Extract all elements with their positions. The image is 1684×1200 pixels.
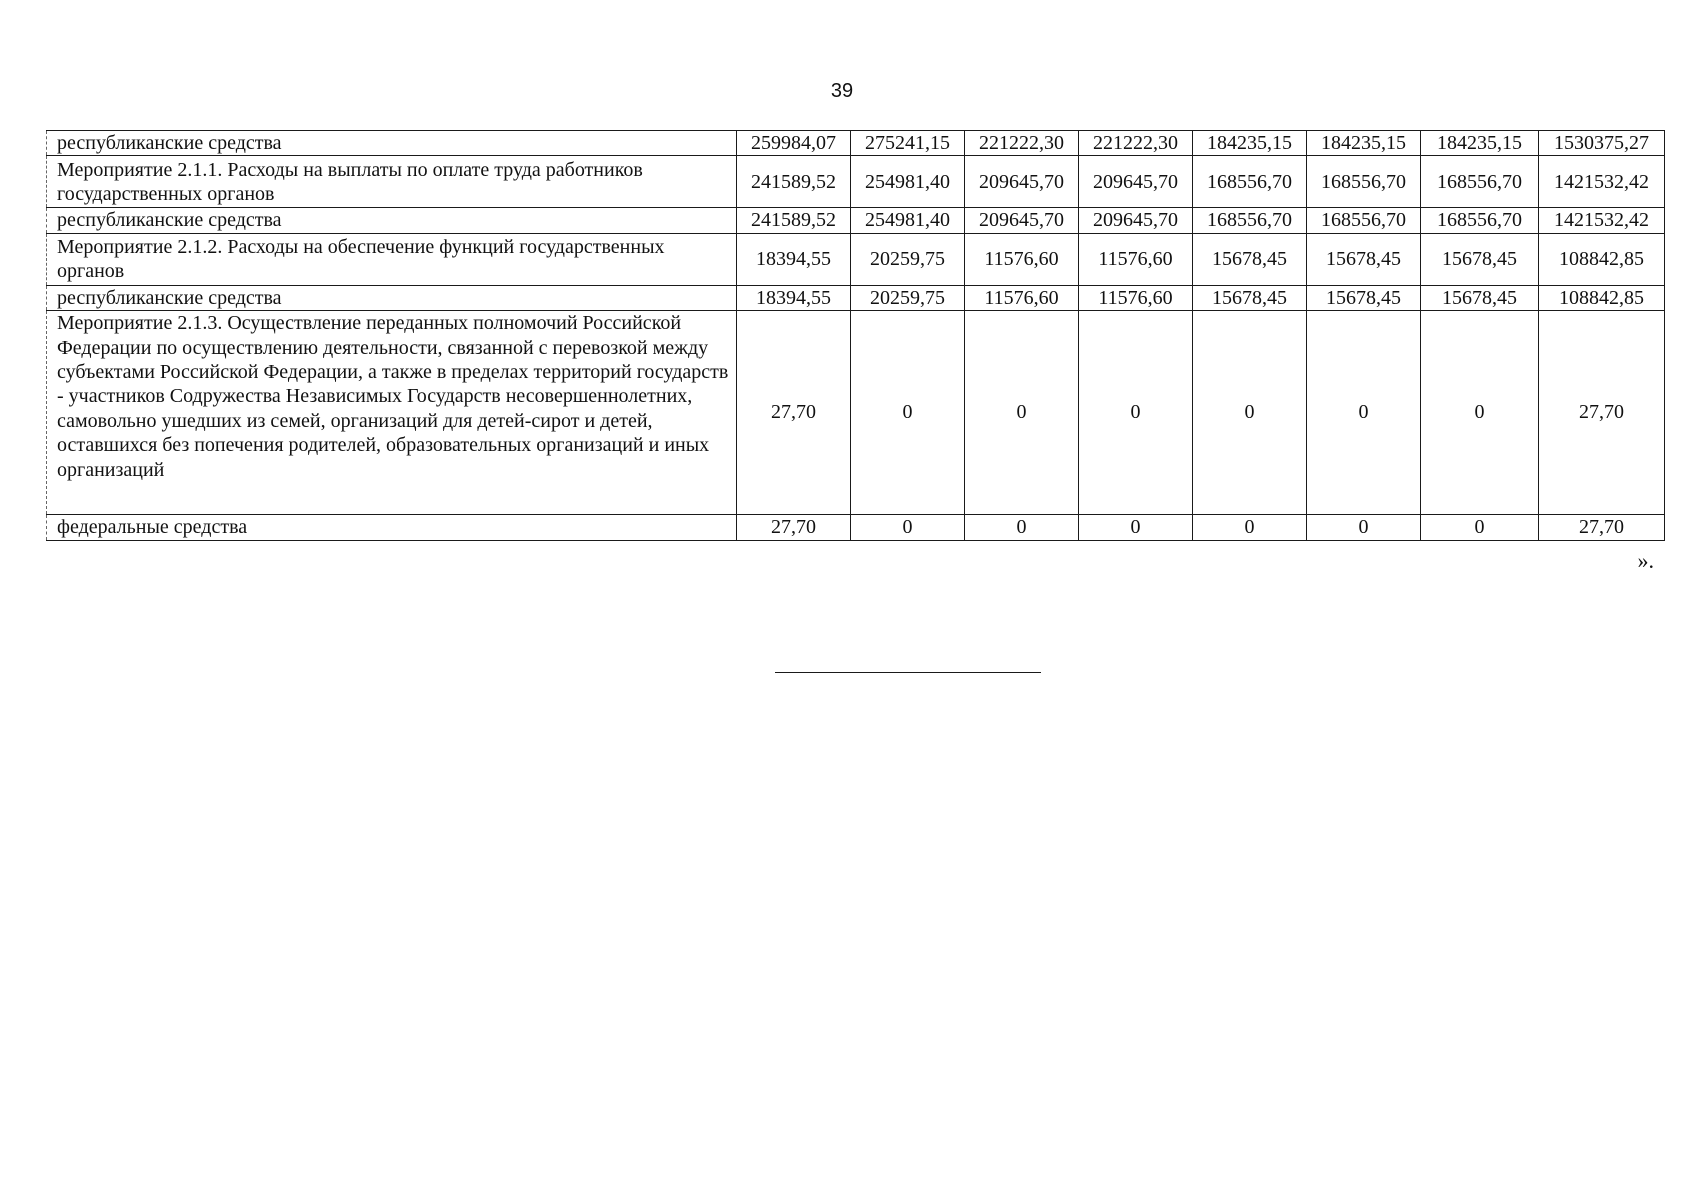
value-cell: 168556,70 bbox=[1307, 208, 1421, 233]
table-row bbox=[47, 311, 1665, 515]
total-cell: 1530375,27 bbox=[1539, 131, 1665, 156]
value-cell: 0 bbox=[1193, 311, 1307, 515]
value-cell: 184235,15 bbox=[1307, 131, 1421, 156]
value-cell: 0 bbox=[1079, 311, 1193, 515]
value-cell: 18394,55 bbox=[737, 233, 851, 285]
value-cell: 184235,15 bbox=[1193, 131, 1307, 156]
value-cell: 0 bbox=[851, 515, 965, 540]
page-number: 39 bbox=[830, 80, 854, 102]
table-row bbox=[47, 515, 1665, 540]
value-cell: 15678,45 bbox=[1193, 285, 1307, 310]
value-cell: 11576,60 bbox=[1079, 285, 1193, 310]
value-cell: 168556,70 bbox=[1193, 208, 1307, 233]
value-cell: 11576,60 bbox=[965, 285, 1079, 310]
value-cell: 15678,45 bbox=[1307, 285, 1421, 310]
value-cell: 0 bbox=[1421, 311, 1539, 515]
value-cell: 209645,70 bbox=[965, 156, 1079, 208]
value-cell: 241589,52 bbox=[737, 208, 851, 233]
value-cell: 0 bbox=[1421, 515, 1539, 540]
value-cell: 27,70 bbox=[737, 515, 851, 540]
value-cell: 221222,30 bbox=[1079, 131, 1193, 156]
value-cell: 168556,70 bbox=[1307, 156, 1421, 208]
value-cell: 11576,60 bbox=[965, 233, 1079, 285]
closing-quote-mark: ». bbox=[1637, 548, 1654, 573]
value-cell: 15678,45 bbox=[1421, 285, 1539, 310]
value-cell: 184235,15 bbox=[1421, 131, 1539, 156]
value-cell: 0 bbox=[1079, 515, 1193, 540]
row-label: республиканские средства bbox=[47, 131, 737, 156]
value-cell: 18394,55 bbox=[737, 285, 851, 310]
row-label: Мероприятие 2.1.3. Осуществление переданных полномочий Российской Федерации по осуществлению деятельности, связанной с перевозкой между субъектами Российской Федерации, а также в пределах территорий государств - участников Содружества Независимых Государств несовершеннолетних, самовольно ушедших из семей, организаций для детей-сирот и детей, оставшихся без попечения родителей, образовательных организаций и иных организаций bbox=[47, 311, 737, 515]
row-label: федеральные средства bbox=[47, 515, 737, 540]
row-label: Мероприятие 2.1.1. Расходы на выплаты по оплате труда работников государственных органов bbox=[47, 156, 737, 208]
value-cell: 15678,45 bbox=[1193, 233, 1307, 285]
row-label: республиканские средства bbox=[47, 285, 737, 310]
value-cell: 209645,70 bbox=[965, 208, 1079, 233]
table-row bbox=[47, 156, 1665, 208]
table-row bbox=[47, 285, 1665, 310]
value-cell: 168556,70 bbox=[1193, 156, 1307, 208]
row-label: республиканские средства bbox=[47, 208, 737, 233]
total-cell: 27,70 bbox=[1539, 515, 1665, 540]
value-cell: 11576,60 bbox=[1079, 233, 1193, 285]
value-cell: 0 bbox=[1307, 515, 1421, 540]
value-cell: 259984,07 bbox=[737, 131, 851, 156]
total-cell: 1421532,42 bbox=[1539, 156, 1665, 208]
value-cell: 27,70 bbox=[737, 311, 851, 515]
value-cell: 275241,15 bbox=[851, 131, 965, 156]
total-cell: 108842,85 bbox=[1539, 233, 1665, 285]
table-row bbox=[47, 131, 1665, 156]
value-cell: 209645,70 bbox=[1079, 156, 1193, 208]
value-cell: 168556,70 bbox=[1421, 208, 1539, 233]
value-cell: 209645,70 bbox=[1079, 208, 1193, 233]
value-cell: 0 bbox=[1193, 515, 1307, 540]
value-cell: 0 bbox=[1307, 311, 1421, 515]
value-cell: 254981,40 bbox=[851, 208, 965, 233]
table-row bbox=[47, 208, 1665, 233]
budget-table bbox=[46, 130, 1665, 541]
table-body bbox=[47, 131, 1665, 541]
total-cell: 27,70 bbox=[1539, 311, 1665, 515]
value-cell: 0 bbox=[965, 515, 1079, 540]
end-divider-line bbox=[775, 672, 1041, 673]
value-cell: 241589,52 bbox=[737, 156, 851, 208]
value-cell: 0 bbox=[851, 311, 965, 515]
value-cell: 0 bbox=[965, 311, 1079, 515]
total-cell: 108842,85 bbox=[1539, 285, 1665, 310]
total-cell: 1421532,42 bbox=[1539, 208, 1665, 233]
value-cell: 20259,75 bbox=[851, 233, 965, 285]
row-label: Мероприятие 2.1.2. Расходы на обеспечение функций государственных органов bbox=[47, 233, 737, 285]
value-cell: 15678,45 bbox=[1307, 233, 1421, 285]
table-row bbox=[47, 233, 1665, 285]
value-cell: 15678,45 bbox=[1421, 233, 1539, 285]
value-cell: 254981,40 bbox=[851, 156, 965, 208]
value-cell: 221222,30 bbox=[965, 131, 1079, 156]
value-cell: 168556,70 bbox=[1421, 156, 1539, 208]
value-cell: 20259,75 bbox=[851, 285, 965, 310]
